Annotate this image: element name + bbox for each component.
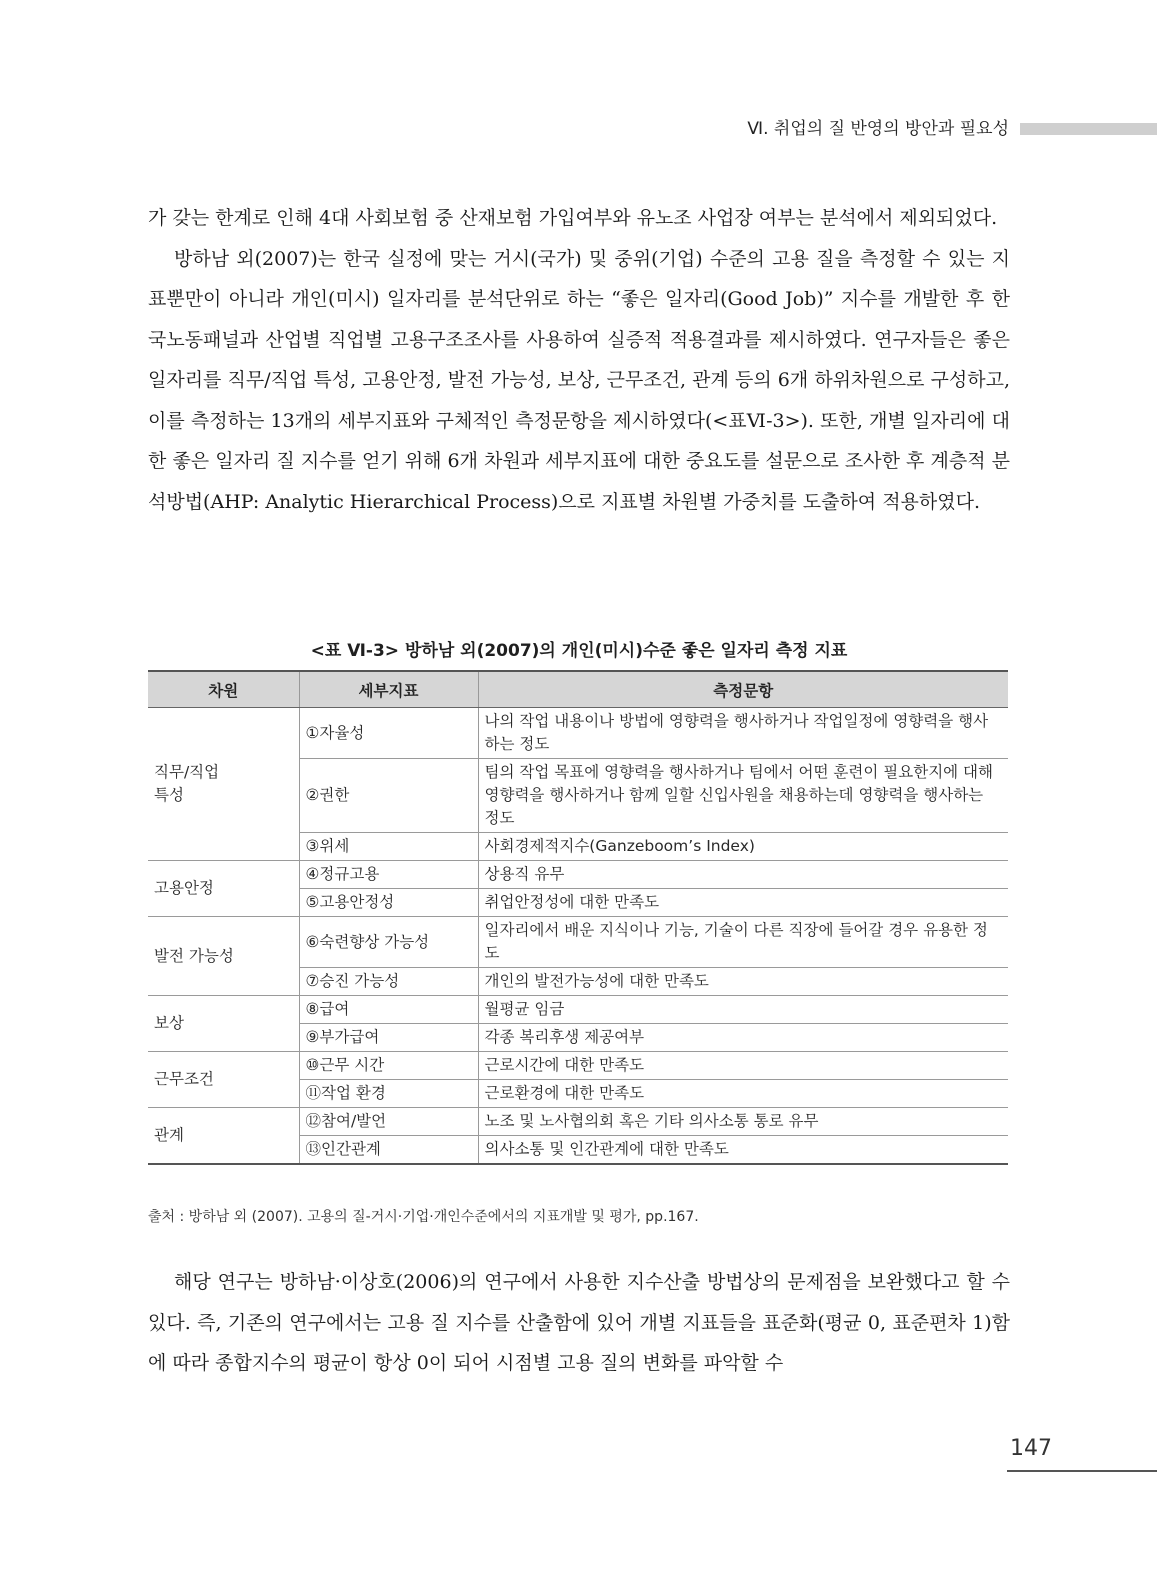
dimension-cell: 직무/직업 특성 [148, 708, 299, 861]
item-cell: 근로환경에 대한 만족도 [478, 1080, 1008, 1108]
page-number: 147 [1010, 1436, 1052, 1461]
indicator-cell: ②권한 [299, 759, 478, 833]
table-row [148, 1052, 1008, 1080]
table-row [148, 996, 1008, 1024]
dimension-cell: 근무조건 [148, 1052, 299, 1108]
indicator-cell: ⑤고용안정성 [299, 889, 478, 917]
item-cell: 노조 및 노사협의회 혹은 기타 의사소통 통로 유무 [478, 1108, 1008, 1136]
dimension-cell: 발전 가능성 [148, 917, 299, 996]
header-dimension: 차원 [148, 671, 299, 708]
header-indicator: 세부지표 [299, 671, 478, 708]
table-row [148, 861, 1008, 889]
item-cell: 취업안정성에 대한 만족도 [478, 889, 1008, 917]
indicator-table [148, 670, 1008, 1165]
running-header [0, 117, 1157, 141]
paragraph-continuation: 가 갖는 한계로 인해 4대 사회보험 중 산재보험 가입여부와 유노조 사업장 여부는 분석에서 제외되었다. [148, 207, 998, 229]
top-body-text [148, 198, 1010, 522]
item-cell: 의사소통 및 인간관계에 대한 만족도 [478, 1136, 1008, 1165]
indicator-cell: ⑪작업 환경 [299, 1080, 478, 1108]
paragraph-study-summary: 방하남 외(2007)는 한국 실정에 맞는 거시(국가) 및 중위(기업) 수준의 고용 질을 측정할 수 있는 지표뿐만이 아니라 개인(미시) 일자리를 분석단위로 하는 “좋은 일자리(Good Job)” 지수를 개발한 후 한국노동패널과 산업별 직업별 고용구조조사를 사용하여 실증적 적용결과를 제시하였다. 연구자들은 좋은 일자리를 직무/직업 특성, 고용안정, 발전 가능성, 보상, 근무조건, 관계 등의 6개 하위차원으로 구성하고, 이를 측정하는 13개의 세부지표와 구체적인 측정문항을 제시하였다(<표Ⅵ-3>). 또한, 개별 일자리에 대한 좋은 일자리 질 지수를 얻기 위해 6개 차원과 세부지표에 대한 중요도를 설문으로 조사한 후 계층적 분석방법(AHP: Analytic Hierarchical Process)으로 지표별 차원별 가중치를 도출하여 적용하였다. [148, 247, 1010, 513]
table-row [148, 708, 1008, 759]
item-cell: 각종 복리후생 제공여부 [478, 1024, 1008, 1052]
item-cell: 팀의 작업 목표에 영향력을 행사하거나 팀에서 어떤 훈련이 필요한지에 대해 영향력을 행사하거나 함께 일할 신입사원을 채용하는데 영향력을 행사하는 정도 [478, 759, 1008, 833]
table-row [148, 917, 1008, 968]
item-cell: 근로시간에 대한 만족도 [478, 1052, 1008, 1080]
indicator-cell: ⑥숙련향상 가능성 [299, 917, 478, 968]
table-header-row [148, 671, 1008, 708]
header-bar [1020, 123, 1157, 135]
running-title: Ⅵ. 취업의 질 반영의 방안과 필요성 [747, 119, 1009, 139]
table-caption: <표 Ⅵ-3> 방하남 외(2007)의 개인(미시)수준 좋은 일자리 측정 지표 [310, 641, 848, 661]
item-cell: 월평균 임금 [478, 996, 1008, 1024]
indicator-cell: ⑫참여/발언 [299, 1108, 478, 1136]
table-source: 출처 : 방하남 외 (2007). 고용의 질-거시·기업·개인수준에서의 지표개발 및 평가, pp.167. [148, 1209, 699, 1225]
indicator-cell: ⑦승진 가능성 [299, 968, 478, 996]
item-cell: 일자리에서 배운 지식이나 기능, 기술이 다른 직장에 들어갈 경우 유용한 정도 [478, 917, 1008, 968]
indicator-cell: ⑧급여 [299, 996, 478, 1024]
item-cell: 사회경제적지수(Ganzeboom’s Index) [478, 833, 1008, 861]
indicator-cell: ①자율성 [299, 708, 478, 759]
table-row [148, 1108, 1008, 1136]
item-cell: 나의 작업 내용이나 방법에 영향력을 행사하거나 작업일정에 영향력을 행사하는 정도 [478, 708, 1008, 759]
indicator-cell: ③위세 [299, 833, 478, 861]
table-body [148, 708, 1008, 1165]
header-item: 측정문항 [478, 671, 1008, 708]
item-cell: 상용직 유무 [478, 861, 1008, 889]
dimension-cell: 보상 [148, 996, 299, 1052]
item-cell: 개인의 발전가능성에 대한 만족도 [478, 968, 1008, 996]
indicator-cell: ⑩근무 시간 [299, 1052, 478, 1080]
indicator-cell: ⑨부가급여 [299, 1024, 478, 1052]
page-number-rule [1007, 1470, 1157, 1472]
bottom-body-text [148, 1262, 1010, 1384]
indicator-cell: ⑬인간관계 [299, 1136, 478, 1165]
dimension-cell: 관계 [148, 1108, 299, 1165]
dimension-cell: 고용안정 [148, 861, 299, 917]
paragraph-method-improvement: 해당 연구는 방하남·이상호(2006)의 연구에서 사용한 지수산출 방법상의 문제점을 보완했다고 할 수 있다. 즉, 기존의 연구에서는 고용 질 지수를 산출함에 있어 개별 지표들을 표준화(평균 0, 표준편차 1)함에 따라 종합지수의 평균이 항상 0이 되어 시점별 고용 질의 변화를 파악할 수 [148, 1271, 1010, 1374]
indicator-cell: ④정규고용 [299, 861, 478, 889]
